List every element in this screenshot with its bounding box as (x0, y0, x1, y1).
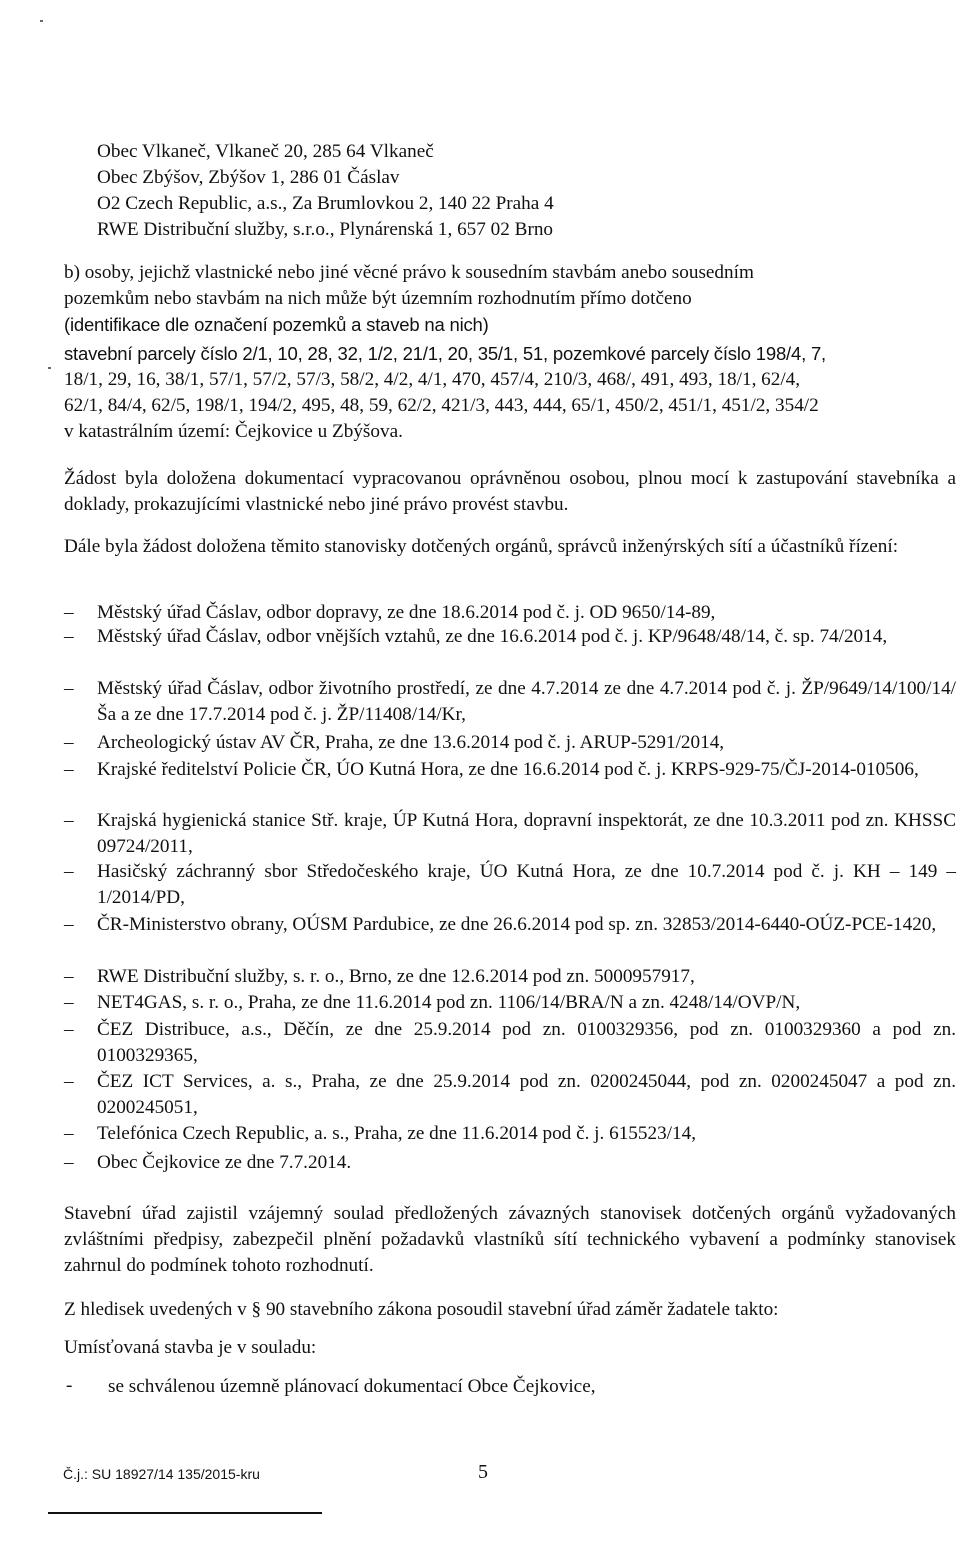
list-item: Hasičský záchranný sbor Středočeského kraje, ÚO Kutná Hora, ze dne 10.7.2014 pod č. j. KH – 149 – 1/2014/PD, (97, 861, 956, 908)
parcel-line: 62/1, 84/4, 62/5, 198/1, 194/2, 495, 48, 59, 62/2, 421/3, 443, 444, 65/1, 450/2, 451/1, 451/2, 354/2 (64, 395, 819, 416)
list-item: Krajské ředitelství Policie ČR, ÚO Kutná Hora, ze dne 16.6.2014 pod č. j. KRPS-929-75/ČJ-2014-010506, (97, 759, 919, 780)
list-item: Obec Čejkovice ze dne 7.7.2014. (97, 1152, 352, 1173)
list-bullet: – (64, 732, 74, 753)
list-item: Městský úřad Čáslav, odbor životního prostředí, ze dne 4.7.2014 ze dne 4.7.2014 pod č. j. ŽP/9649/14/100/14/Ša a ze dne 17.7.2014 pod č. j. ŽP/11408/14/Kr, (97, 678, 956, 725)
list-item: Krajská hygienická stanice Stř. kraje, ÚP Kutná Hora, dopravní inspektorát, ze dne 10.3.2011 pod zn. KHSSC 09724/2011, (97, 810, 956, 857)
list-bullet: – (64, 626, 74, 647)
list-item: Telefónica Czech Republic, a. s., Praha, ze dne 11.6.2014 pod č. j. 615523/14, (97, 1123, 696, 1144)
recipient-line: RWE Distribuční služby, s.r.o., Plynárenská 1, 657 02 Brno (97, 219, 554, 240)
list-bullet: – (64, 992, 74, 1013)
paragraph-assessment: Stavební úřad zajistil vzájemný soulad předložených závazných stanovisek dotčených orgánů vyžadovaných zvláštními předpisy, zabezpečil plnění požadavků vlastníků sítí technického vybavení a podmínky stanovisek zahrnul do podmínek tohoto rozhodnutí. (64, 1203, 956, 1276)
parcel-line: 18/1, 29, 16, 38/1, 57/1, 57/2, 57/3, 58/2, 4/2, 4/1, 470, 457/4, 210/3, 468/, 491, 493, 18/1, 62/4, (64, 369, 801, 390)
section-b-line: b) osoby, jejichž vlastnické nebo jiné věcné právo k sousedním stavbám anebo sousedním (64, 262, 754, 283)
list-item: Městský úřad Čáslav, odbor vnějších vztahů, ze dne 16.6.2014 pod č. j. KP/9648/48/14, č. sp. 74/2014, (97, 626, 888, 647)
paragraph-request: Žádost byla doložena dokumentací vypracovanou oprávněnou osobou, plnou mocí k zastupování stavebníka a doklady, prokazujícími vlastnické nebo jiné právo provést stavbu. (64, 468, 956, 515)
scan-speck (40, 20, 43, 22)
paragraph-opinions-intro: Dále byla žádost doložena těmito stanovisky dotčených orgánů, správců inženýrských sítí a účastníků řízení: (64, 536, 899, 557)
list-item: Archeologický ústav AV ČR, Praha, ze dne 13.6.2014 pod č. j. ARUP-5291/2014, (97, 732, 725, 753)
paragraph-compliance: Umísťovaná stavba je v souladu: (64, 1337, 317, 1358)
list-bullet: – (64, 1152, 74, 1173)
list-item: ČEZ ICT Services, a. s., Praha, ze dne 25.9.2014 pod zn. 0200245044, pod zn. 0200245047 a pod zn. 0200245051, (97, 1071, 956, 1118)
list-bullet: – (64, 759, 74, 780)
footer-reference: Č.j.: SU 18927/14 135/2015-kru (63, 1466, 260, 1482)
section-b-line: pozemkům nebo stavbám na nich může být územním rozhodnutím přímo dotčeno (64, 288, 692, 309)
list-bullet: – (64, 602, 74, 623)
recipient-line: Obec Vlkaneč, Vlkaneč 20, 285 64 Vlkaneč (97, 141, 434, 162)
compliance-item: se schválenou územně plánovací dokumentací Obce Čejkovice, (108, 1376, 596, 1397)
list-bullet: – (64, 678, 74, 699)
recipient-line: Obec Zbýšov, Zbýšov 1, 286 01 Čáslav (97, 167, 400, 188)
section-b-line: (identifikace dle označení pozemků a staveb na nich) (64, 314, 489, 335)
page-number: 5 (478, 1461, 488, 1483)
list-item: ČR-Ministerstvo obrany, OÚSM Pardubice, ze dne 26.6.2014 pod sp. zn. 32853/2014-6440-OÚZ-PCE-1420, (97, 914, 937, 935)
list-bullet: – (64, 1071, 74, 1092)
parcel-line: stavební parcely číslo 2/1, 10, 28, 32, 1/2, 21/1, 20, 35/1, 51, pozemkové parcely číslo 198/4, 7, (64, 343, 826, 364)
recipient-line: O2 Czech Republic, a.s., Za Brumlovkou 2, 140 22 Praha 4 (97, 193, 554, 214)
list-item: NET4GAS, s. r. o., Praha, ze dne 11.6.2014 pod zn. 1106/14/BRA/N a zn. 4248/14/OVP/N, (97, 992, 801, 1013)
list-item: Městský úřad Čáslav, odbor dopravy, ze dne 18.6.2014 pod č. j. OD 9650/14-89, (97, 602, 716, 623)
list-bullet: – (64, 810, 74, 831)
footer-rule (48, 1512, 322, 1514)
list-bullet: – (64, 914, 74, 935)
list-item: RWE Distribuční služby, s. r. o., Brno, ze dne 12.6.2014 pod zn. 5000957917, (97, 966, 695, 987)
compliance-bullet: - (66, 1375, 73, 1396)
list-bullet: – (64, 861, 74, 882)
parcel-line: v katastrálním území: Čejkovice u Zbýšova. (64, 421, 403, 442)
paragraph-law: Z hledisek uvedených v § 90 stavebního zákona posoudil stavební úřad záměr žadatele takto: (64, 1299, 779, 1320)
scan-speck (48, 367, 51, 369)
list-bullet: – (64, 966, 74, 987)
list-item: ČEZ Distribuce, a.s., Děčín, ze dne 25.9.2014 pod zn. 0100329356, pod zn. 0100329360 a pod zn. 0100329365, (97, 1019, 956, 1066)
list-bullet: – (64, 1123, 74, 1144)
list-bullet: – (64, 1019, 74, 1040)
